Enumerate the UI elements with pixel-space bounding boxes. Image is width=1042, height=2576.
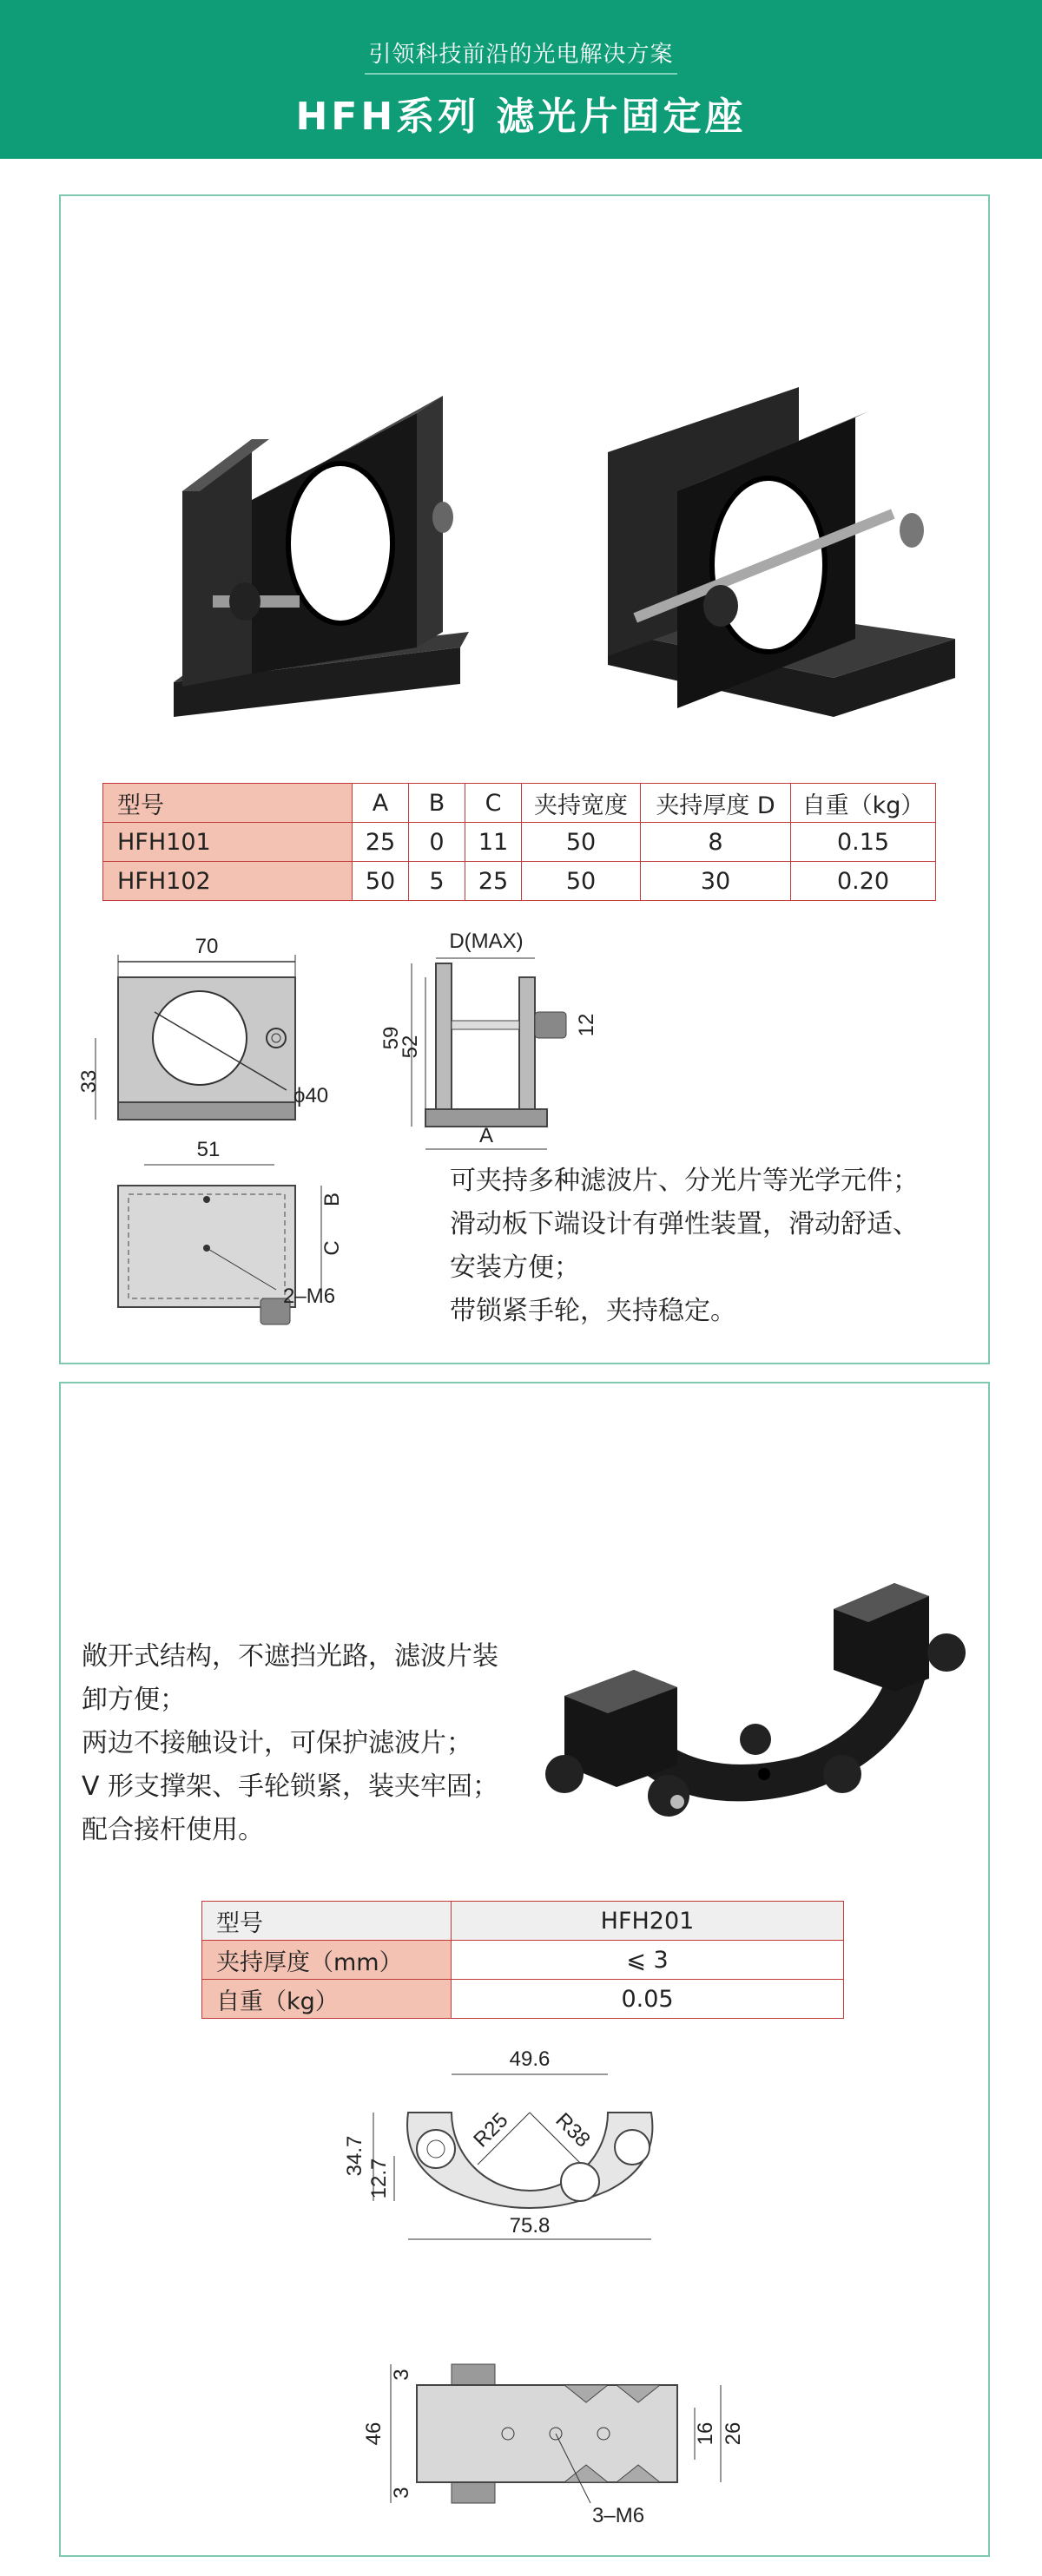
drawing-side-view — [373, 925, 669, 1160]
page-title: HFH系列 滤光片固定座 — [295, 95, 747, 139]
tagline: 引领科技前沿的光电解决方案 — [368, 42, 674, 68]
table-row — [202, 1941, 844, 1980]
dim-c: C — [320, 1240, 344, 1256]
desc-line: 敞开式结构，不遮挡光路，滤波片装 — [82, 1641, 498, 1672]
table-header: 夹持厚度 D — [641, 784, 791, 823]
dim-h2: 12.7 — [367, 2158, 391, 2199]
table-cell: 25 — [353, 823, 409, 862]
drawing-top-view — [61, 1134, 425, 1342]
drawing2-top-view — [321, 2330, 773, 2538]
table-cell: 30 — [641, 862, 791, 901]
dim-b: B — [320, 1192, 344, 1207]
product-panel-hfh201 — [59, 1382, 990, 2557]
dim-h: 46 — [362, 2422, 386, 2446]
table-cell: 50 — [353, 862, 409, 901]
dim-width: 70 — [195, 935, 219, 958]
dim-top-width: 51 — [196, 1138, 221, 1161]
table-cell: ⩽ 3 — [452, 1941, 844, 1980]
dim-t1: 3 — [390, 2369, 413, 2381]
table-row — [103, 823, 936, 862]
table-header: A — [353, 784, 409, 823]
dim-h1: 34.7 — [343, 2135, 366, 2177]
desc-line: V 形支撑架、手轮锁紧，装夹牢固； — [82, 1771, 499, 1802]
table-cell: HFH102 — [103, 862, 353, 901]
dim-d2: 26 — [722, 2422, 745, 2446]
table-cell: 0 — [409, 823, 465, 862]
header-divider — [365, 73, 677, 75]
dim-hole: ϕ40 — [293, 1084, 329, 1107]
dim-width-bottom: 75.8 — [509, 2214, 551, 2238]
drawing2-front-view — [321, 2043, 738, 2277]
table-cell: 0.20 — [791, 862, 936, 901]
dim-thread: 3–M6 — [592, 2504, 645, 2527]
dim-h2: 52 — [399, 1035, 422, 1059]
dim-r2: R38 — [551, 2108, 595, 2152]
table-cell: 50 — [522, 823, 641, 862]
table-cell: HFH101 — [103, 823, 353, 862]
table-header: 型号 — [103, 784, 353, 823]
dim-dmax: D(MAX) — [449, 930, 524, 953]
product-photo-hfh201 — [547, 1574, 981, 1870]
desc-line: 可夹持多种滤波片、分光片等光学元件； — [450, 1166, 919, 1196]
table-header: 夹持宽度 — [522, 784, 641, 823]
dim-t2: 3 — [390, 2487, 413, 2499]
product-panel-hfh101-102 — [59, 194, 990, 1364]
spec-table-1 — [102, 783, 936, 901]
drawing-front-view — [61, 925, 425, 1160]
table-cell: 11 — [465, 823, 522, 862]
table-cell: 8 — [641, 823, 791, 862]
desc-line: 卸方便； — [82, 1685, 186, 1715]
dim-d1: 16 — [694, 2422, 717, 2446]
feature-description-1 — [450, 1160, 919, 1333]
desc-line: 两边不接触设计，可保护滤波片； — [82, 1728, 472, 1758]
table-cell: 0.15 — [791, 823, 936, 862]
table-cell: 夹持厚度（mm） — [202, 1941, 452, 1980]
table-row — [202, 1902, 844, 1941]
table-row — [103, 862, 936, 901]
table-cell: 50 — [522, 862, 641, 901]
table-header: C — [465, 784, 522, 823]
table-row — [202, 1980, 844, 2019]
desc-line: 滑动板下端设计有弹性装置，滑动舒适、 — [450, 1209, 919, 1239]
dim-h1: 59 — [379, 1026, 403, 1050]
desc-line: 配合接杆使用。 — [82, 1815, 264, 1845]
table-cell: HFH201 — [452, 1902, 844, 1941]
dim-height: 33 — [77, 1069, 101, 1094]
spec-table-2 — [201, 1901, 844, 2019]
page-header — [0, 0, 1042, 159]
dim-knob: 12 — [575, 1013, 598, 1037]
table-cell: 自重（kg） — [202, 1980, 452, 2019]
table-cell: 0.05 — [452, 1980, 844, 2019]
table-cell: 25 — [465, 862, 522, 901]
dim-r1: R25 — [469, 2108, 513, 2152]
dim-a: A — [478, 1124, 494, 1147]
table-cell: 型号 — [202, 1902, 452, 1941]
dim-width-top: 49.6 — [509, 2047, 551, 2071]
table-header: B — [409, 784, 465, 823]
table-header-row — [103, 784, 936, 823]
feature-description-2 — [82, 1635, 498, 1852]
table-cell: 5 — [409, 862, 465, 901]
table-header: 自重（kg） — [791, 784, 936, 823]
desc-line: 带锁紧手轮，夹持稳定。 — [450, 1296, 736, 1326]
product-photo-hfh102 — [590, 378, 955, 760]
product-photo-hfh101 — [148, 387, 478, 752]
dim-thread: 2–M6 — [283, 1285, 336, 1308]
desc-line: 安装方便； — [450, 1252, 580, 1283]
